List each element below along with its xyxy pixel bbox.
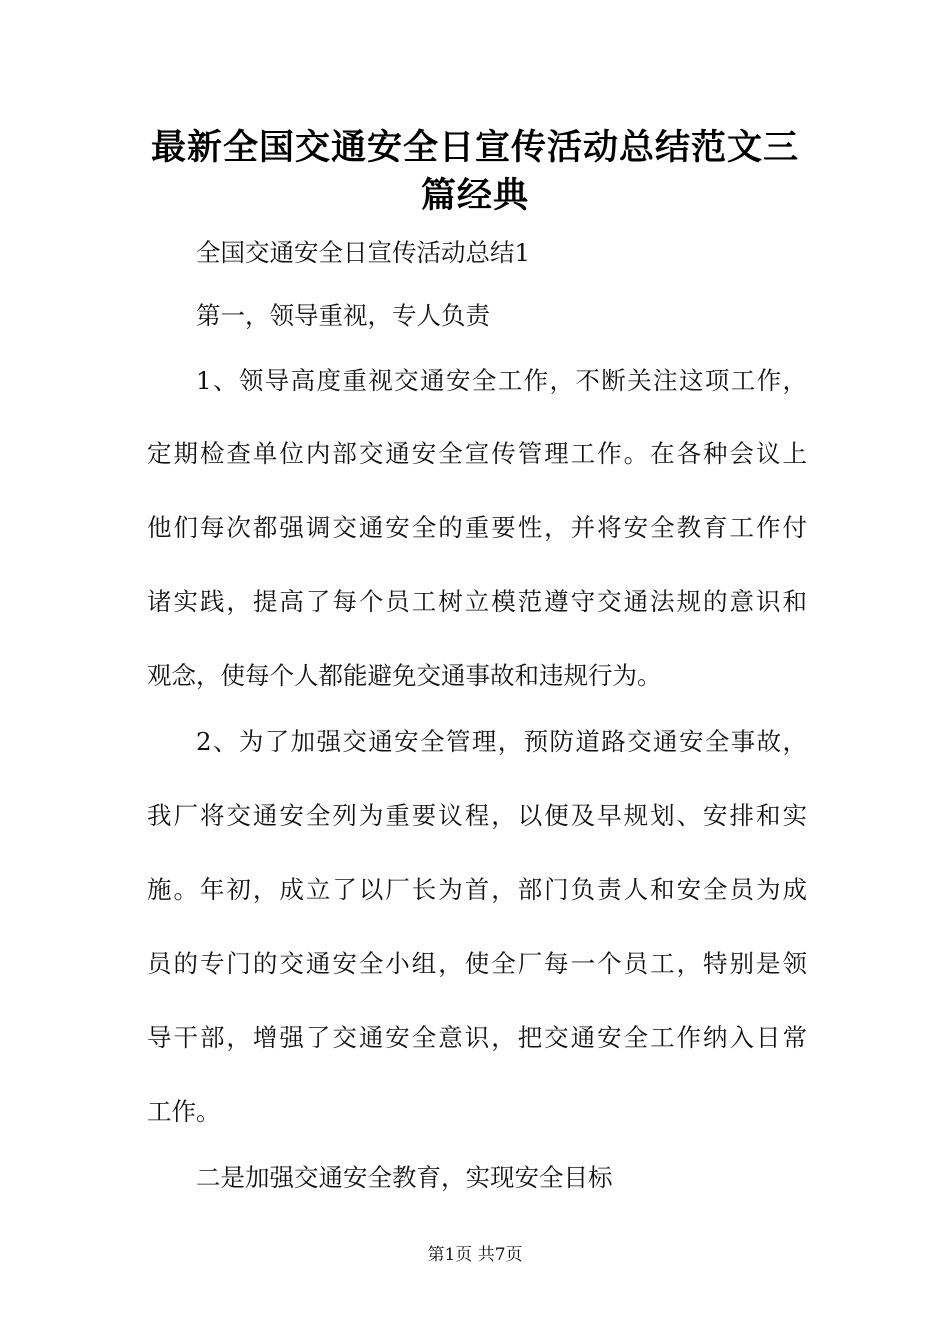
page-footer [0,1243,950,1267]
section-heading: 二是加强交通安全教育，实现安全目标 [196,1163,613,1192]
paragraph-line: 诸实践，提高了每个员工树立模范遵守交通法规的意识和 [147,587,807,616]
paragraph-line: 我厂将交通安全列为重要议程，以便及早规划、安排和实 [147,801,807,830]
paragraph-line: 他们每次都强调交通安全的重要性，并将安全教育工作付 [147,513,807,542]
section-heading: 全国交通安全日宣传活动总结1 [196,238,531,267]
title-line-1: 最新全国交通安全日宣传活动总结范文三 [150,128,799,168]
paragraph-line: 定期检查单位内部交通安全宣传管理工作。在各种会议上 [147,439,807,468]
paragraph-line: 员的专门的交通安全小组，使全厂每一个员工，特别是领 [147,949,807,978]
paragraph-line: 1、领导高度重视交通安全工作，不断关注这项工作， [196,366,807,395]
document-title [130,124,820,220]
title-line-2: 篇经典 [420,176,529,216]
paragraph-line: 施。年初，成立了以厂长为首，部门负责人和安全员为成 [147,875,807,904]
subsection-heading: 第一，领导重视，专人负责 [196,301,490,330]
page-number: 第1页 [427,1245,473,1265]
paragraph-line: 观念，使每个人都能避免交通事故和违规行为。 [147,661,662,690]
paragraph-line: 2、为了加强交通安全管理，预防道路交通安全事故， [196,727,807,756]
paragraph-line: 工作。 [147,1097,221,1126]
page-total: 共7页 [477,1245,523,1265]
paragraph-line: 导干部，增强了交通安全意识，把交通安全工作纳入日常 [147,1023,807,1052]
